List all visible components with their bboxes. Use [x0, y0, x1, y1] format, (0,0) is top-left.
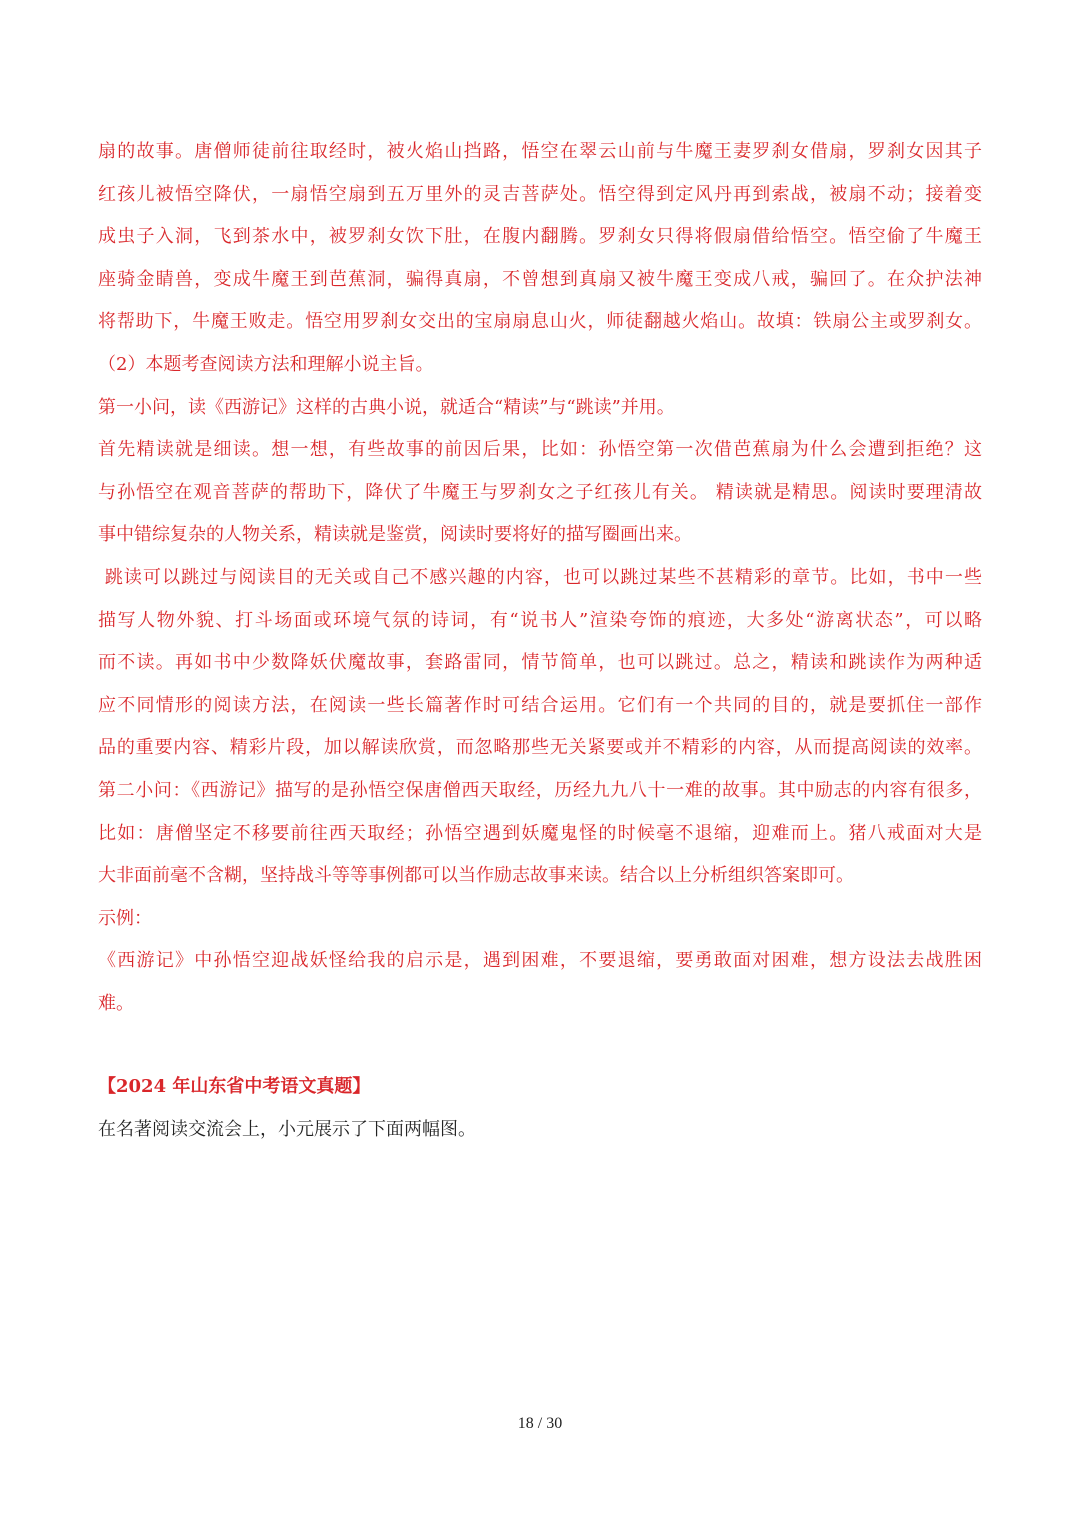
text-line: 品的重要内容、精彩片段，加以解读欣赏，而忽略那些无关紧要或并不精彩的内容，从而提高阅读的效率。: [98, 737, 982, 759]
text-line: 首先精读就是细读。想一想，有些故事的前因后果，比如：孙悟空第一次借芭蕉扇为什么会遭到拒绝？这: [98, 439, 982, 461]
text-line: 事中错综复杂的人物关系，精读就是鉴赏，阅读时要将好的描写圈画出来。: [98, 524, 692, 546]
text-line: 与孙悟空在观音菩萨的帮助下，降伏了牛魔王与罗刹女之子红孩儿有关。 精读就是精思。阅读时要理清故: [98, 481, 982, 503]
text-line: 成虫子入洞，飞到茶水中，被罗刹女饮下肚，在腹内翻腾。罗刹女只得将假扇借给悟空。悟空偷了牛魔王: [98, 226, 982, 248]
text-line: 将帮助下，牛魔王败走。悟空用罗刹女交出的宝扇扇息山火，师徒翻越火焰山。故填：铁扇公主或罗刹女。: [98, 311, 982, 333]
text-line: 红孩儿被悟空降伏，一扇悟空扇到五万里外的灵吉菩萨处。悟空得到定风丹再到索战，被扇不动；接着变: [98, 183, 982, 205]
text-line: 《西游记》中孙悟空迎战妖怪给我的启示是，遇到困难，不要退缩，要勇敢面对困难，想方设法去战胜困: [98, 950, 982, 972]
answer-analysis: [98, 131, 982, 1025]
question-text: 在名著阅读交流会上，小元展示了下面两幅图。: [98, 1119, 476, 1140]
text-line: 比如：唐僧坚定不移要前往西天取经；孙悟空遇到妖魔鬼怪的时候毫不退缩，迎难而上。猪八戒面对大是: [98, 822, 982, 844]
text-line: 描写人物外貌、打斗场面或环境气氛的诗词，有“说书人”渲染夸饰的痕迹，大多处“游离状态”，可以略: [98, 609, 982, 631]
text-line: 大非面前毫不含糊，坚持战斗等等事例都可以当作励志故事来读。结合以上分析组织答案即可。: [98, 865, 854, 887]
text-line: 示例：: [98, 907, 152, 929]
text-line: 而不读。再如书中少数降妖伏魔故事，套路雷同，情节简单，也可以跳过。总之，精读和跳读作为两种适: [98, 652, 982, 674]
text-line: 跳读可以跳过与阅读目的无关或自己不感兴趣的内容，也可以跳过某些不甚精彩的章节。比如，书中一些: [98, 566, 982, 588]
text-line: 第二小问：《西游记》描写的是孙悟空保唐僧西天取经，历经九九八十一难的故事。其中励志的内容有很多，: [98, 779, 982, 801]
text-line: 第一小问，读《西游记》这样的古典小说，就适合“精读”与“跳读”并用。: [98, 396, 675, 418]
text-line: 难。: [98, 992, 134, 1014]
text-line: 扇的故事。唐僧师徒前往取经时，被火焰山挡路，悟空在翠云山前与牛魔王妻罗刹女借扇，罗刹女因其子: [98, 141, 982, 162]
section-title: 【2024 年山东省中考语文真题】: [98, 1076, 371, 1097]
text-line: 座骑金睛兽，变成牛魔王到芭蕉洞，骗得真扇，不曾想到真扇又被牛魔王变成八戒，骗回了。在众护法神: [98, 268, 982, 290]
page-number: 18 / 30: [517, 1415, 563, 1432]
text-line: 应不同情形的阅读方法，在阅读一些长篇著作时可结合运用。它们有一个共同的目的，就是要抓住一部作: [98, 694, 982, 716]
text-line: （2）本题考查阅读方法和理解小说主旨。: [98, 353, 434, 375]
